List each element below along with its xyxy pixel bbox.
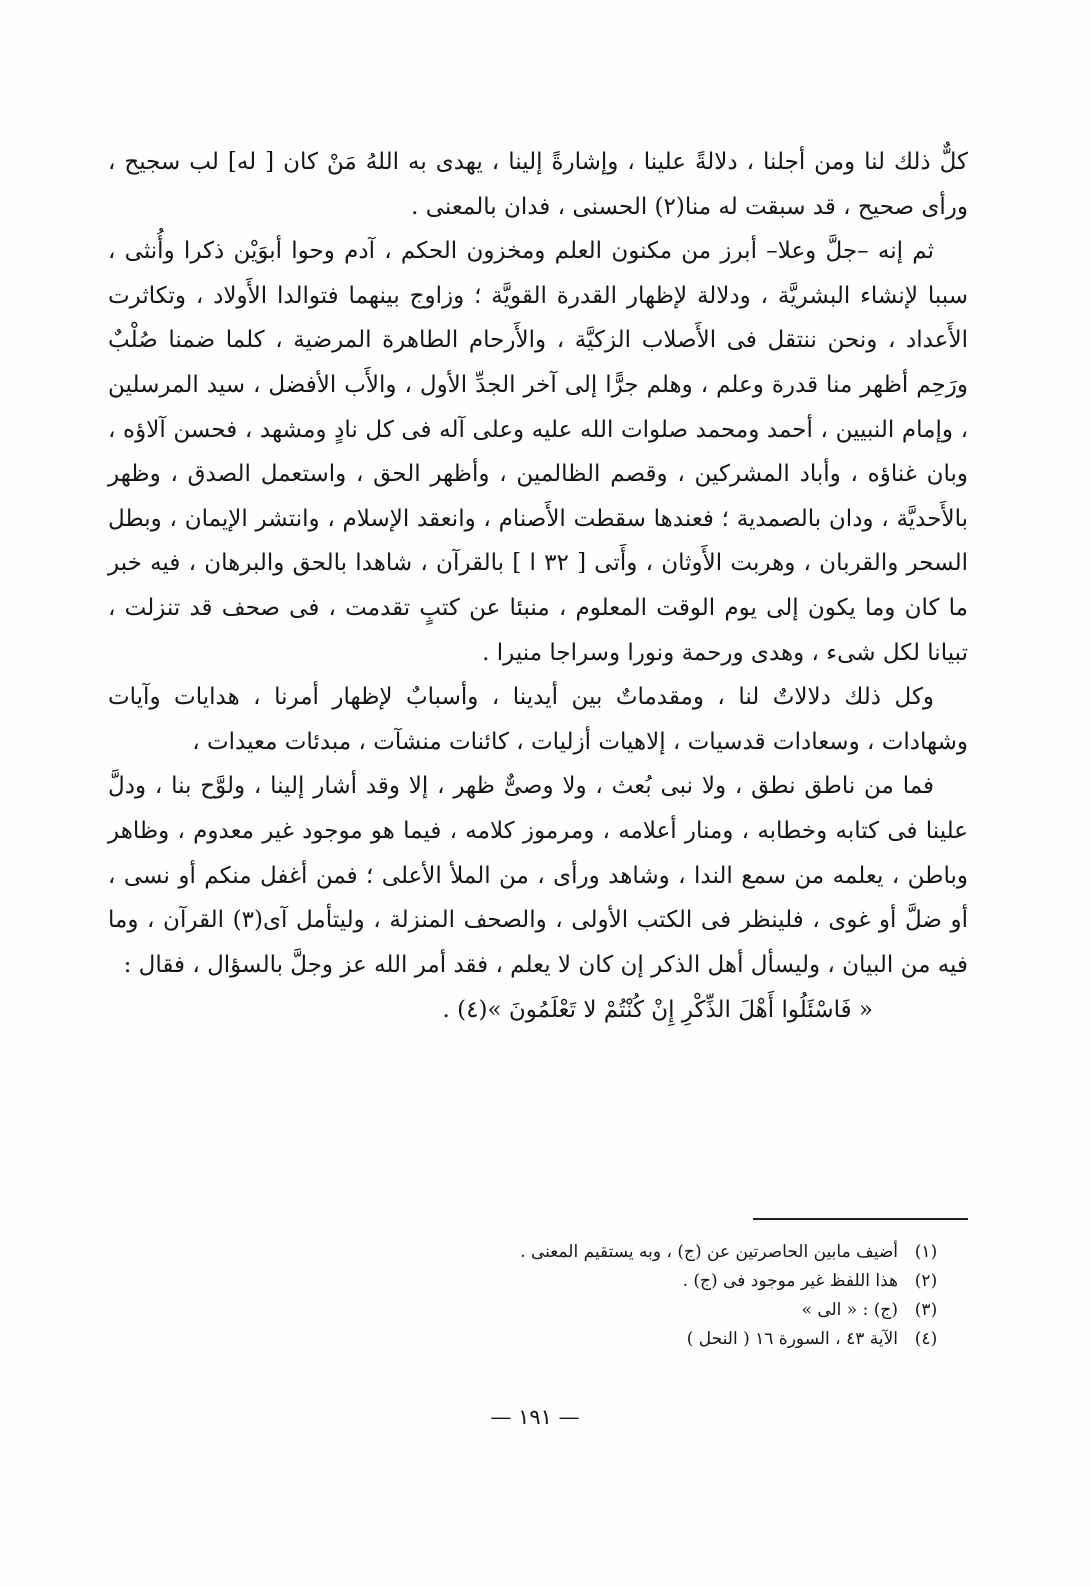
footnote-item — [400, 1325, 940, 1354]
quranic-quote: « فَاسْئَلُوا أَهْلَ الذِّكْرِ إِنْ كُنْتُمْ لا تَعْلَمُونَ »(٤) . — [442, 997, 873, 1024]
paragraph-4: فما من ناطق نطق ، ولا نبى بُعث ، ولا وصىٌّ ظهر ، إلا وقد أشار إلينا ، ولوَّح بنا ، ودلَّ علينا فى كتابه وخطابه ، ومنار أعلامه ، ومرموز كلامه ، فيما هو موجود غير معدوم ، وظاهر وباطن ، يعلمه من سمع الندا ، وشاهد ورأى ، من الملأ الأعلى ؛ فمن أغفل منكم أو نسى ، أو ضلَّ أو غوى ، فلينظر فى الكتب الأولى ، والصحف المنزلة ، وليتأمل آى(٣) القرآن ، وما فيه من البيان ، وليسأل أهل الذكر إن كان لا يعلم ، فقد أمر الله عز وجلَّ بالسؤال ، فقال : — [108, 773, 968, 978]
footnote-item — [400, 1296, 940, 1325]
footnote-divider — [753, 1218, 968, 1220]
page-body — [108, 140, 968, 1033]
footnote-item — [400, 1267, 940, 1296]
footnote-number: (٣) — [914, 1300, 938, 1320]
paragraph-3: وكل ذلك دلالاتٌ لنا ، ومقدماتٌ بين أيدينا ، وأسبابٌ لإظهار أمرنا ، هدايات وآيات وشهادات ، وسعادات قدسيات ، إلاهيات أزليات ، كائنات منشآت ، مبدئات معيدات ، — [108, 684, 968, 755]
footnote-item — [400, 1238, 940, 1267]
footnote-text: أضيف مابين الحاصرتين عن (ج) ، وبه يستقيم المعنى . — [520, 1242, 898, 1262]
page-number: — ١٩١ — — [490, 1405, 580, 1429]
footnotes — [400, 1238, 940, 1354]
paragraph-2: ثم إنه –جلَّ وعلا– أبرز من مكنون العلم ومخزون الحكم ، آدم وحوا أبوَيْن ذكرا وأُنثى ، سببا لإنشاء البشريَّة ، ودلالة لإظهار القدرة القويَّة ؛ وزاوج بينهما فتوالدا الأَولاد ، وتكاثرت الأَعداد ، ونحن ننتقل فى الأَصلاب الزكيَّة ، والأَرحام الطاهرة المرضية ، كلما ضمنا صُلْبٌ ورَحِم أظهر منا قدرة وعلم ، وهلم جرًّا إلى آخر الجدِّ الأول ، والأَب الأفضل ، سيد المرسلين ، وإمام النبيين ، أحمد ومحمد صلوات الله عليه وعلى آله فى كل نادٍ ومشهد ، فحسن آلاؤه ، وبان غناؤه ، وأباد المشركين ، وقصم الظالمين ، وأظهر الحق ، واستعمل الصدق ، وظهر بالأَحديَّة ، ودان بالصمدية ؛ فعندها سقطت الأَصنام ، وانعقد الإسلام ، وانتشر الإيمان ، وبطل السحر والقربان ، وهربت الأَوثان ، وأَتى [ ٣٢ ا ] بالقرآن ، شاهدا بالحق والبرهان ، فيه خبر ما كان وما يكون إلى يوم الوقت المعلوم ، منبئا عن كتبٍ تقدمت ، فى صحف قد تنزلت ، تبيانا لكل شىء ، وهدى ورحمة ونورا وسراجا منيرا . — [108, 238, 968, 666]
main-text — [108, 140, 968, 987]
footnote-number: (١) — [914, 1242, 938, 1262]
footnote-number: (٢) — [914, 1271, 938, 1291]
footnote-text: الآية ٤٣ ، السورة ١٦ ( النحل ) — [686, 1329, 898, 1349]
footnote-text: هذا اللفظ غير موجود فى (ج) . — [682, 1271, 898, 1291]
paragraph-1: كلٌّ ذلك لنا ومن أجلنا ، دلالةً علينا ، وإشارةً إلينا ، يهدى به اللهُ مَنْ كان [ له] لب سجيح ، ورأى صحيح ، قد سبقت له منا(٢) الحسنى ، فدان بالمعنى . — [108, 149, 968, 220]
footnote-number: (٤) — [914, 1329, 938, 1349]
footnote-text: (ج) : « الى » — [801, 1300, 898, 1320]
